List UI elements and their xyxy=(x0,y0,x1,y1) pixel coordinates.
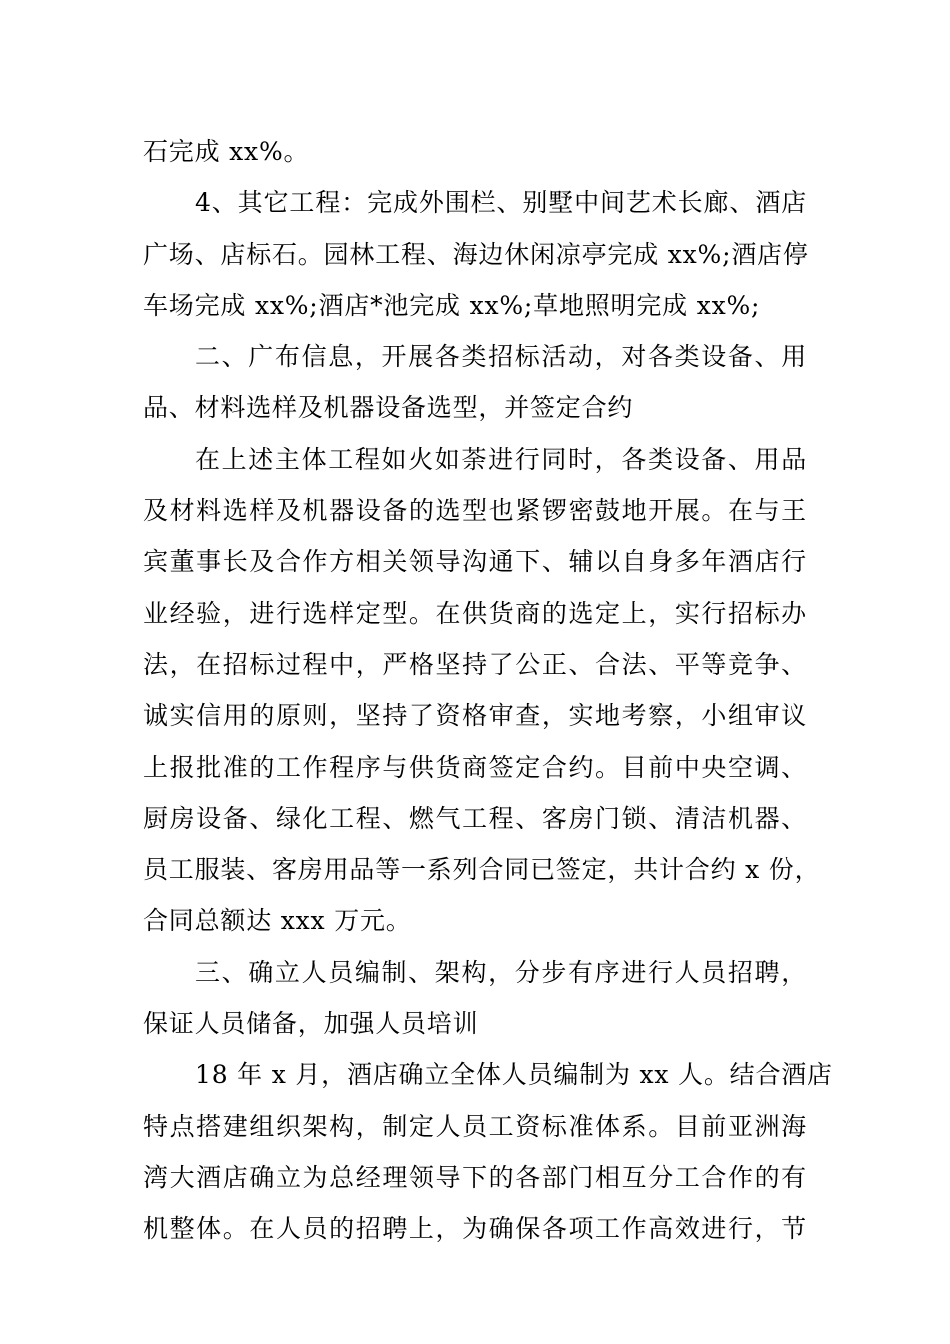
text-line: 18 年 x 月，酒店确立全体人员编制为 xx 人。结合酒店 xyxy=(195,1060,833,1090)
text-line: 员工服装、客房用品等一系列合同已签定，共计合约 x 份， xyxy=(143,855,821,885)
text-line: 湾大酒店确立为总经理领导下的各部门相互分工合作的有 xyxy=(143,1162,807,1192)
text-line: 石完成 xx%。 xyxy=(143,137,310,166)
text-line: 机整体。在人员的招聘上，为确保各项工作高效进行，节 xyxy=(143,1214,807,1244)
text-line: 在上述主体工程如火如荼进行同时，各类设备、用品 xyxy=(195,444,807,474)
text-line: 二、广布信息，开展各类招标活动，对各类设备、用 xyxy=(195,342,807,372)
text-line: 及材料选样及机器设备的选型也紧锣密鼓地开展。在与王 xyxy=(143,496,807,526)
text-line: 三、确立人员编制、架构，分步有序进行人员招聘， xyxy=(195,957,807,987)
document-body xyxy=(143,126,833,1255)
text-line: 品、材料选样及机器设备选型，并签定合约 xyxy=(143,393,634,423)
text-line: 法，在招标过程中，严格坚持了公正、合法、平等竞争、 xyxy=(143,649,807,679)
text-line: 保证人员储备，加强人员培训 xyxy=(143,1009,479,1039)
text-line: 4、其它工程：完成外围栏、别墅中间艺术长廊、酒店 xyxy=(195,188,807,218)
text-line: 车场完成 xx%;酒店*池完成 xx%;草地照明完成 xx%; xyxy=(143,290,761,320)
text-line: 厨房设备、绿化工程、燃气工程、客房门锁、清洁机器、 xyxy=(143,803,807,833)
text-line: 特点搭建组织架构，制定人员工资标准体系。目前亚洲海 xyxy=(143,1111,807,1141)
text-line: 宾董事长及合作方相关领导沟通下、辅以自身多年酒店行 xyxy=(143,547,807,577)
text-line: 诚实信用的原则，坚持了资格审查，实地考察，小组审议 xyxy=(143,701,807,731)
text-line: 业经验，进行选样定型。在供货商的选定上，实行招标办 xyxy=(143,598,807,628)
text-line: 上报批准的工作程序与供货商签定合约。目前中央空调、 xyxy=(143,752,807,782)
text-line: 合同总额达 xxx 万元。 xyxy=(143,906,412,936)
text-line: 广场、店标石。园林工程、海边休闲凉亭完成 xx%;酒店停 xyxy=(143,239,809,269)
